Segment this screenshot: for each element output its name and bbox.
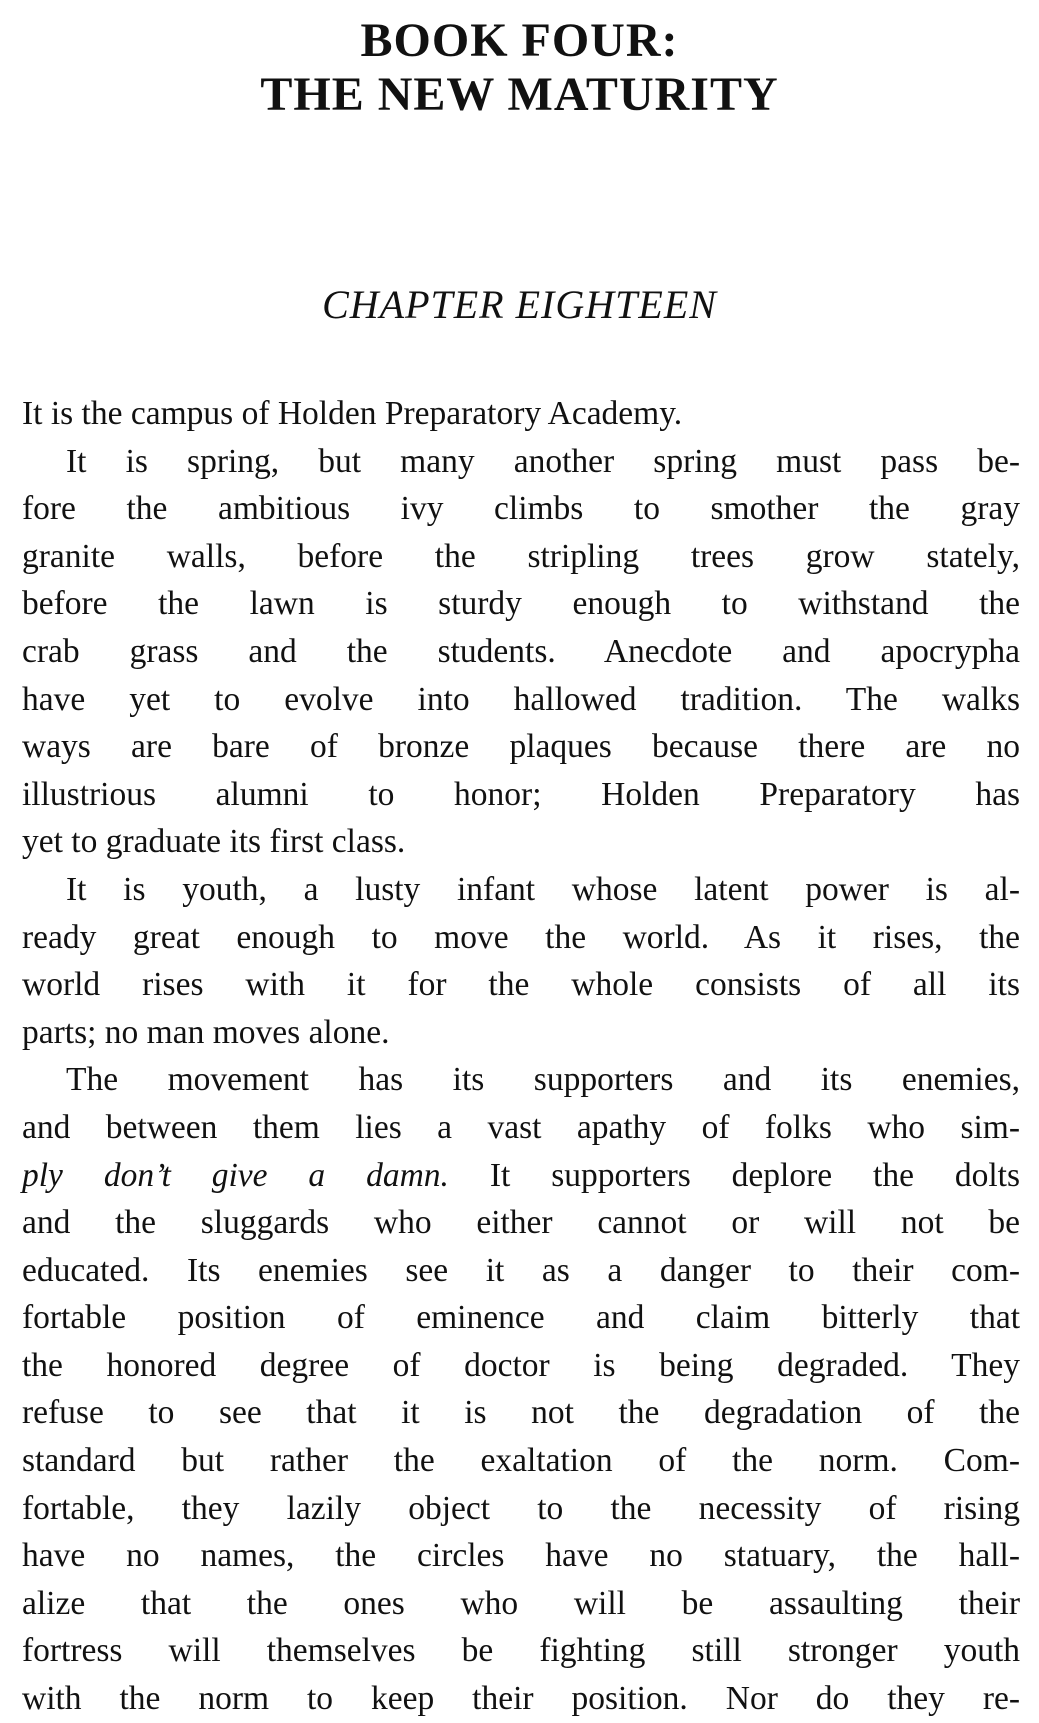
text-line: yet to graduate its first class.: [22, 823, 406, 861]
book-title-line-2: THE NEW MATURITY: [260, 68, 779, 121]
text-line: the honored degree of doctor is being degraded. They: [22, 1346, 1020, 1384]
text-line: before the lawn is sturdy enough to withstand the: [22, 585, 1020, 623]
text-line: fortress will themselves be fighting still stronger youth: [22, 1632, 1020, 1670]
text-line: refuse to see that it is not the degradation of the: [22, 1394, 1020, 1432]
text-line: granite walls, before the stripling trees grow stately,: [22, 537, 1020, 575]
text-line: It is the campus of Holden Preparatory Academy.: [22, 395, 683, 432]
line-remainder: It supporters deplore the dolts: [448, 1156, 1020, 1194]
text-line: educated. Its enemies see it as a danger to their com-: [22, 1251, 1020, 1289]
text-line: ways are bare of bronze plaques because there are no: [22, 728, 1020, 766]
chapter-title: CHAPTER EIGHTEEN: [322, 282, 717, 327]
text-line: ready great enough to move the world. As it rises, the: [22, 918, 1020, 956]
text-line: [22, 1152, 1020, 1200]
text-line: crab grass and the students. Anecdote and apocrypha: [22, 632, 1020, 670]
text-line: with the norm to keep their position. Nor do they re-: [22, 1680, 1020, 1718]
book-title: [0, 14, 1039, 122]
text-line: fortable position of eminence and claim bitterly that: [22, 1299, 1020, 1337]
italic-phrase: ply don’t give a damn.: [22, 1156, 449, 1194]
text-line: have no names, the circles have no statuary, the hall-: [22, 1537, 1020, 1575]
chapter-body-text: [22, 390, 1020, 1723]
book-title-line-1: BOOK FOUR:: [360, 14, 679, 67]
text-line: standard but rather the exaltation of the norm. Com-: [22, 1442, 1020, 1480]
text-line: fore the ambitious ivy climbs to smother the gray: [22, 490, 1020, 528]
text-line: alize that the ones who will be assaulting their: [22, 1584, 1020, 1622]
text-line: illustrious alumni to honor; Holden Preparatory has: [22, 775, 1020, 813]
text-line: parts; no man moves alone.: [22, 1013, 390, 1051]
text-line: fortable, they lazily object to the necessity of rising: [22, 1489, 1020, 1527]
text-line: It is youth, a lusty infant whose latent power is al-: [66, 870, 1020, 908]
text-line: have yet to evolve into hallowed tradition. The walks: [22, 680, 1020, 718]
text-line: and between them lies a vast apathy of folks who sim-: [22, 1108, 1020, 1146]
text-line: It is spring, but many another spring must pass be-: [66, 442, 1020, 480]
text-line: The movement has its supporters and its enemies,: [66, 1061, 1020, 1099]
text-line: and the sluggards who either cannot or will not be: [22, 1204, 1020, 1242]
text-line: world rises with it for the whole consists of all its: [22, 966, 1020, 1004]
